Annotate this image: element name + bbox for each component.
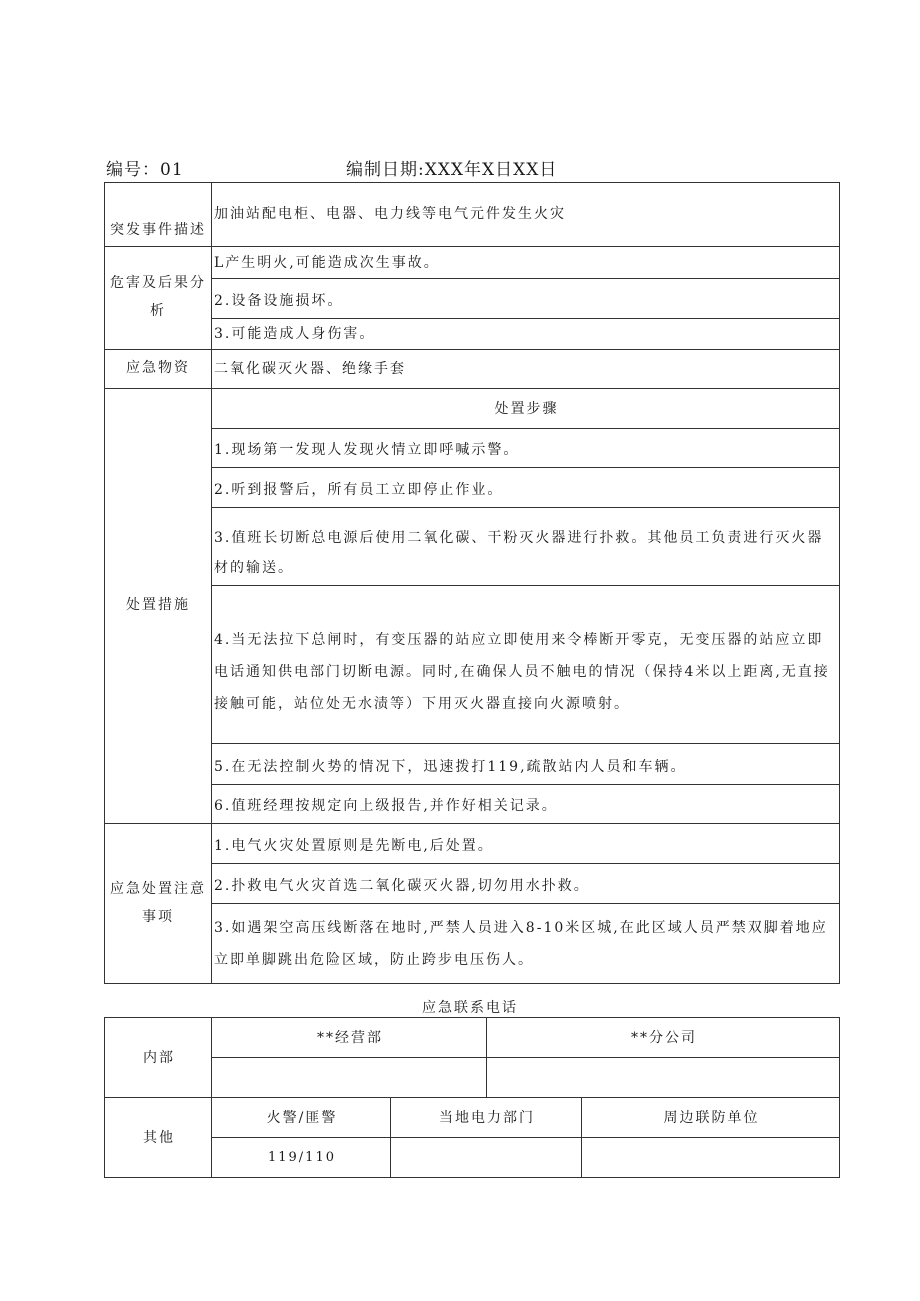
contacts-title: 应急联系电话	[422, 1000, 518, 1016]
neighbors-phone	[582, 1138, 840, 1178]
step-item: 2.听到报警后，所有员工立即停止作业。	[212, 468, 840, 508]
internal-dept-a-phone	[212, 1058, 487, 1098]
materials: 二氧化碳灭火器、绝缘手套	[212, 350, 840, 389]
step-item: 6.值班经理按规定向上级报告,并作好相关记录。	[212, 785, 840, 824]
hazard-label-text: 危害及后果分析	[110, 275, 206, 319]
note-item: 3.如遇架空高压线断落在地时,严禁人员进入8-10米区城,在此区域人员严禁双脚着地应立即单脚跳出危险区域，防止跨步电压伤人。	[212, 904, 840, 984]
step-item: 3.值班长切断总电源后使用二氧化碳、干粉灭火器进行扑救。其他员工负责进行灭火器材的输送。	[212, 508, 840, 586]
document-number: 编号：01	[106, 160, 184, 180]
step-item: 4.当无法拉下总闸时，有变压器的站应立即使用来令棒断开零克，无变压器的站应立即电话通知供电部门切断电源。同时,在确保人员不触电的情况（保持4米以上距离,无直接接触可能，站位处无水渍等）下用灭火器直接向火源喷射。	[212, 586, 840, 744]
hazard-item: L产生明火,可能造成次生事故。	[212, 247, 840, 279]
step-item: 5.在无法控制火势的情况下，迅速拨打119,疏散站内人员和车辆。	[212, 744, 840, 785]
measures-label: 处置措施	[105, 389, 212, 824]
emergency-contacts-table	[104, 1017, 840, 1178]
steps-title: 处置步骤	[212, 389, 840, 429]
emergency-plan-table	[104, 182, 840, 984]
step-item: 1.现场第一发现人发现火情立即呼喊示警。	[212, 429, 840, 468]
power-dept-phone	[391, 1138, 582, 1178]
notes-label-text: 应急处置注意事项	[110, 880, 206, 925]
power-dept-header: 当地电力部门	[391, 1098, 582, 1138]
fire-police-number: 119/110	[212, 1138, 391, 1178]
note-item: 1.电气火灾处置原则是先断电,后处置。	[212, 824, 840, 864]
event-description: 加油站配电柜、电器、电力线等电气元件发生火灾	[212, 183, 840, 247]
internal-dept-b: **分公司	[487, 1018, 840, 1058]
internal-label: 内部	[105, 1018, 212, 1098]
hazard-label	[105, 247, 212, 350]
event-description-label: 突发事件描述	[105, 183, 212, 247]
other-label: 其他	[105, 1098, 212, 1178]
internal-dept-b-phone	[487, 1058, 840, 1098]
hazard-item: 3.可能造成人身伤害。	[212, 319, 840, 350]
fire-police-header: 火警/匪警	[212, 1098, 391, 1138]
neighbors-header: 周边联防单位	[582, 1098, 840, 1138]
internal-dept-a: **经营部	[212, 1018, 487, 1058]
note-item: 2.扑救电气火灾首选二氧化碳灭火器,切勿用水扑救。	[212, 864, 840, 904]
notes-label	[105, 824, 212, 984]
compile-date: 编制日期:XXX年X日XX日	[346, 160, 558, 180]
materials-label: 应急物资	[105, 350, 212, 389]
hazard-item: 2.设备设施损坏。	[212, 279, 840, 319]
